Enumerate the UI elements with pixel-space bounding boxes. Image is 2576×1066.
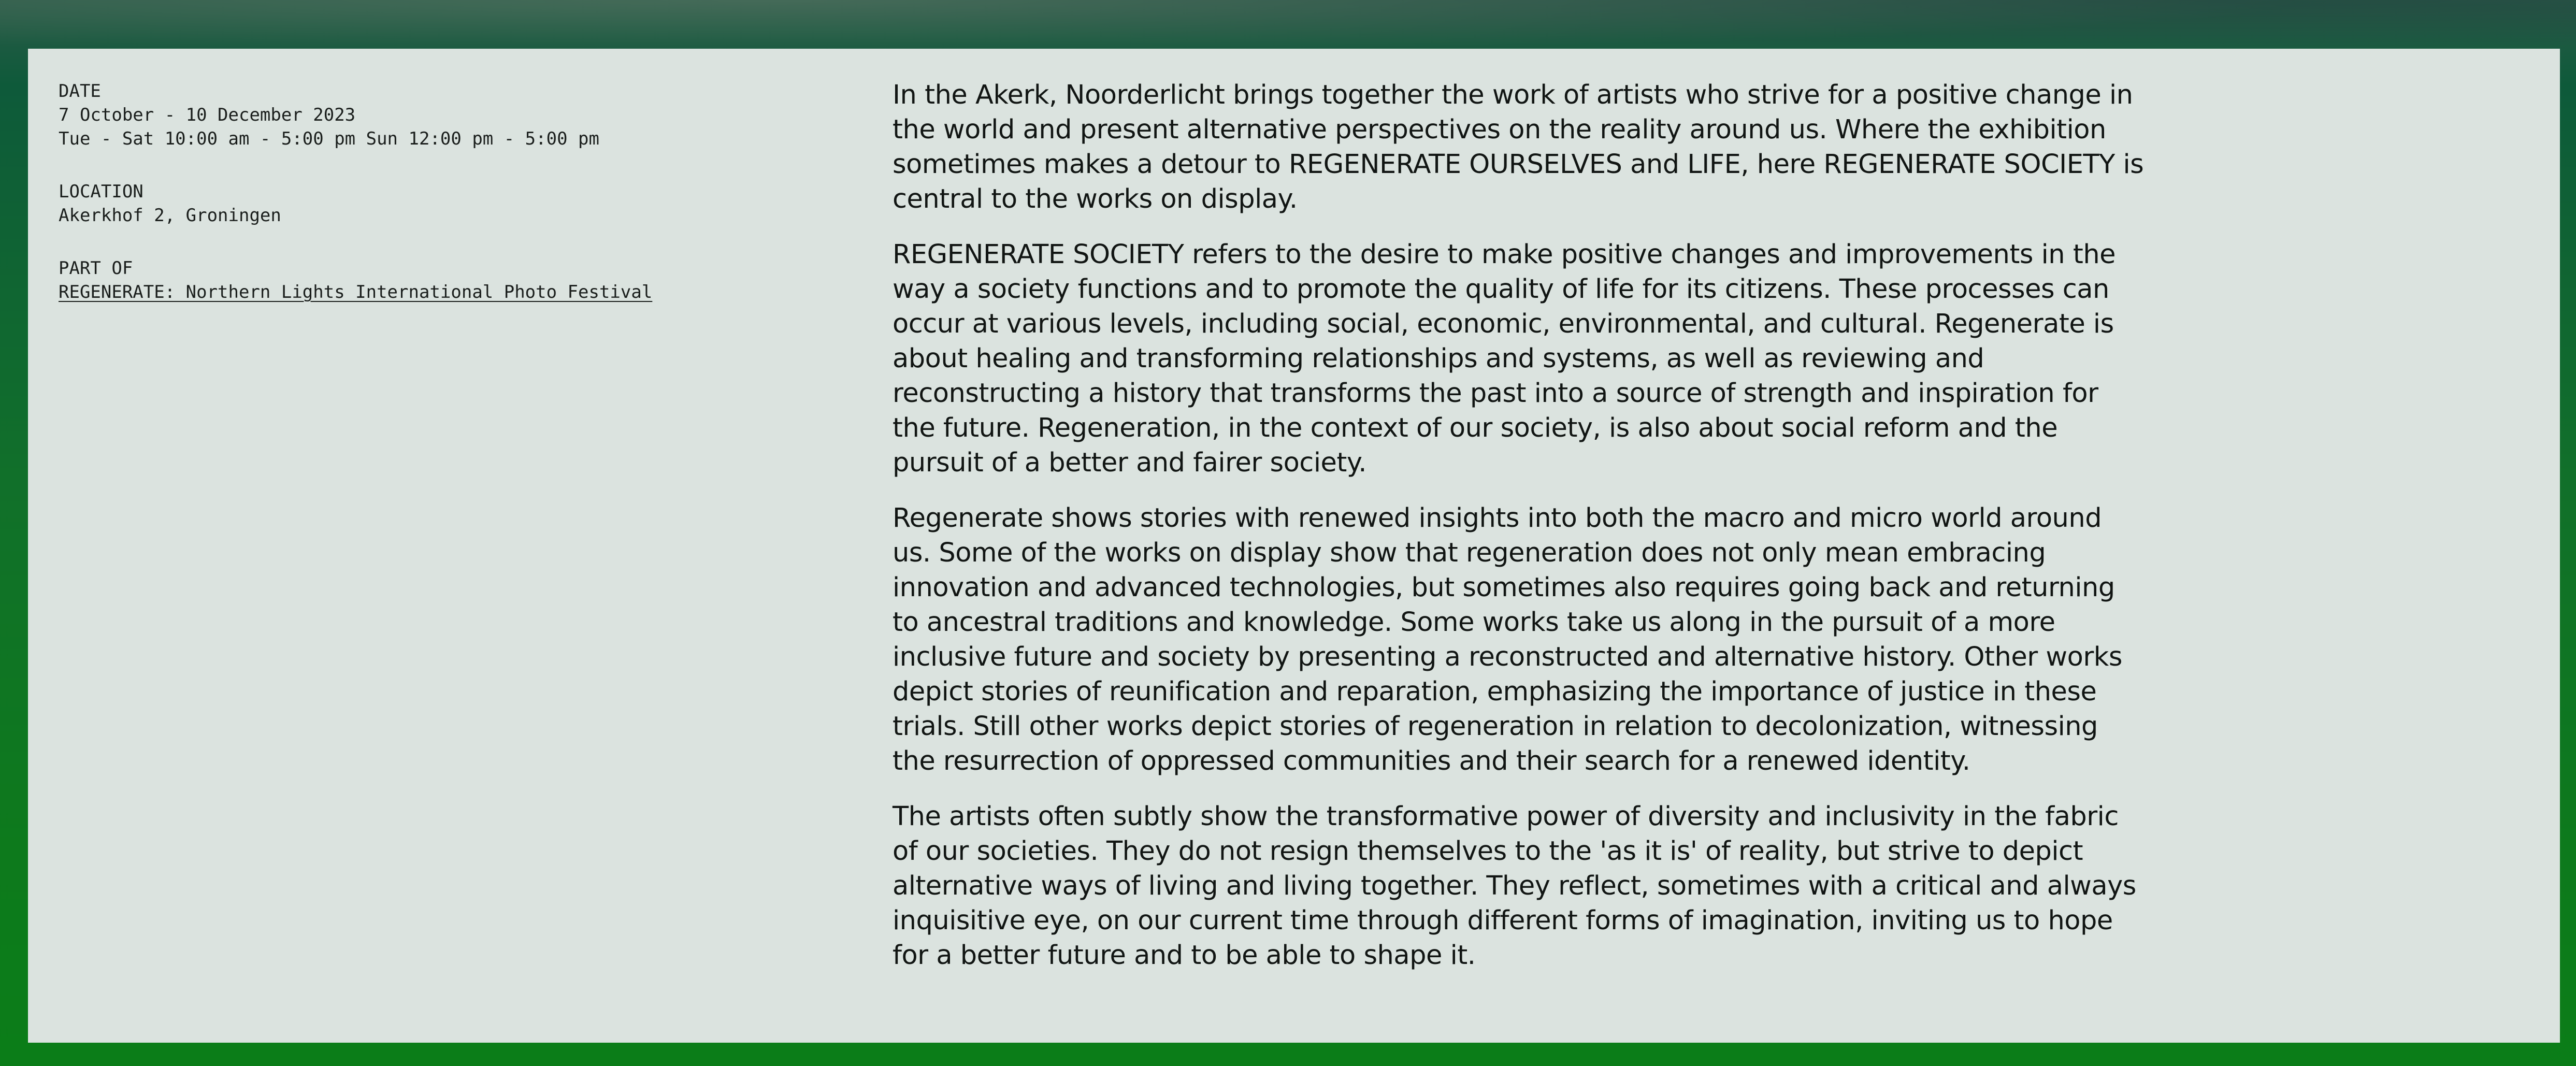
exhibition-description [893,78,2146,993]
location-value: Akerkhof 2, Groningen [59,205,281,226]
location-label: LOCATION [59,181,143,202]
event-meta-sidebar [59,79,784,333]
content-panel [28,49,2560,1043]
date-section [59,79,784,151]
description-paragraph-4: The artists often subtly show the transformative power of diversity and inclusivity in the fabric of our societies. They do not resign themselves to the 'as it is' of reality, but strive to depict alternative ways of living and living together. They reflect, sometimes with a critical and always inquisitive eye, on our current time through different forms of imagination, inviting us to hope for a better future and to be able to shape it. [893,801,2136,971]
date-value: 7 October - 10 December 2023 [59,105,356,125]
description-paragraph-1: In the Akerk, Noorderlicht brings together the work of artists who strive for a positive change in the world and present alternative perspectives on the reality around us. Where the exhibition sometimes makes a detour to REGENERATE OURSELVES and LIFE, here REGENERATE SOCIETY is central to the works on display. [893,80,2144,214]
part-of-label: PART OF [59,258,133,279]
date-label: DATE [59,81,101,102]
description-paragraph-3: Regenerate shows stories with renewed insights into both the macro and micro world around us. Some of the works on display show that regeneration does not only mean embracing innovation and advanced technologies, but sometimes also requires going back and returning to ancestral traditions and knowledge. Some works take us along in the pursuit of a more inclusive future and society by presenting a reconstructed and alternative history. Other works depict stories of reunification and reparation, emphasizing the importance of justice in these trials. Still other works depict stories of regeneration in relation to decolonization, witnessing the resurrection of oppressed communities and their search for a renewed identity. [893,503,2122,776]
description-paragraph-2: REGENERATE SOCIETY refers to the desire to make positive changes and improvements in the way a society functions and to promote the quality of life for its citizens. These processes can occur at various levels, including social, economic, environmental, and cultural. Regenerate is about healing and transforming relationships and systems, as well as reviewing and reconstructing a history that transforms the past into a source of strength and inspiration for the future. Regeneration, in the context of our society, is also about social reform and the pursuit of a better and fairer society. [893,239,2116,478]
opening-hours: Tue - Sat 10:00 am - 5:00 pm Sun 12:00 pm - 5:00 pm [59,128,599,149]
location-section [59,180,784,227]
festival-link[interactable]: REGENERATE: Northern Lights International Photo Festival [59,282,653,302]
part-of-section [59,256,784,304]
